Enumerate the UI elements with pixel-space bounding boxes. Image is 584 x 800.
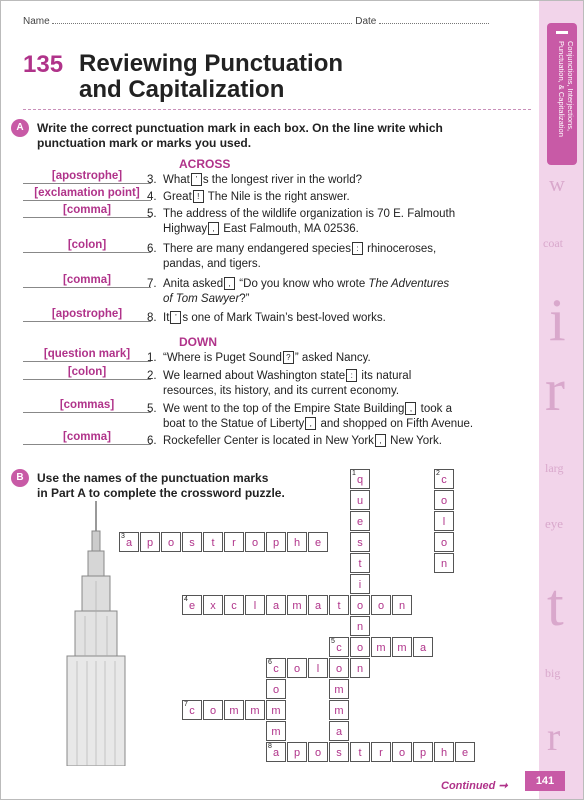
cell-letter: c	[336, 642, 342, 654]
cell-letter: h	[293, 537, 301, 549]
cell-letter: m	[397, 642, 407, 654]
answer-line[interactable]: [exclamation point]	[23, 186, 151, 201]
part-b-badge: B	[11, 469, 29, 487]
cell-letter: u	[356, 495, 364, 507]
item-text: took a	[417, 403, 452, 415]
crossword-cell[interactable]	[224, 595, 244, 615]
deco-word: r	[547, 714, 561, 759]
item-text: boat to the Statue of Liberty	[163, 418, 305, 430]
date-field[interactable]	[379, 15, 489, 24]
crossword-cell[interactable]	[287, 742, 307, 762]
clue-number: 5	[331, 638, 335, 645]
item-text: Great	[163, 191, 192, 203]
crossword-cell[interactable]	[182, 700, 202, 720]
crossword-cell[interactable]	[413, 742, 433, 762]
crossword-cell[interactable]	[266, 742, 286, 762]
part-b-instructions	[37, 471, 337, 501]
answer-line[interactable]: [comma]	[23, 430, 151, 445]
deco-word: eye	[545, 516, 564, 531]
item-text: Anita asked	[163, 278, 224, 290]
cell-letter: o	[272, 684, 280, 696]
item-text: rhinoceroses,	[363, 243, 437, 255]
crossword-cell[interactable]	[392, 637, 412, 657]
item-number: 6.	[147, 435, 157, 447]
crossword-cell[interactable]	[434, 469, 454, 489]
crossword-cell[interactable]	[371, 742, 391, 762]
crossword-cell[interactable]	[182, 595, 202, 615]
deco-word: w	[549, 171, 565, 196]
title-divider	[23, 109, 531, 110]
item-text: and shopped on Fifth Avenue.	[317, 418, 474, 430]
crossword-cell[interactable]	[329, 637, 349, 657]
cell-letter: o	[293, 663, 301, 675]
cell-letter: a	[314, 600, 322, 612]
crossword-cell[interactable]	[308, 742, 328, 762]
crossword-cell[interactable]	[266, 679, 286, 699]
date-label: Date	[355, 16, 377, 27]
punctuation-box[interactable]: ?	[283, 351, 294, 364]
cell-letter: e	[461, 747, 469, 759]
crossword-cell[interactable]	[182, 532, 202, 552]
cell-letter: n	[440, 558, 448, 570]
item-text: We learned about Washington state	[163, 370, 346, 382]
item-title-italic: The Adventures	[368, 278, 450, 290]
cell-letter: t	[211, 537, 215, 549]
cell-letter: i	[358, 579, 362, 591]
crossword-cell[interactable]	[434, 490, 454, 510]
cell-letter: t	[358, 558, 362, 570]
item-text: pandas, and tigers.	[163, 258, 261, 270]
crossword-cell[interactable]	[245, 595, 265, 615]
crossword-cell[interactable]	[266, 721, 286, 741]
crossword-cell[interactable]	[371, 595, 391, 615]
item-sentence	[147, 369, 517, 399]
title-line: and Capitalization	[79, 76, 285, 103]
item-title-italic: of Tom Sawyer	[163, 293, 240, 305]
cell-letter: a	[125, 537, 133, 549]
cell-letter: c	[231, 600, 237, 612]
cell-letter: e	[356, 516, 364, 528]
page-number: 141	[525, 771, 565, 791]
crossword-cell[interactable]	[308, 658, 328, 678]
cell-letter: o	[398, 747, 406, 759]
tab-marker	[556, 31, 568, 34]
crossword-cell[interactable]	[203, 532, 223, 552]
cell-letter: l	[442, 516, 446, 528]
crossword-cell[interactable]	[266, 658, 286, 678]
crossword-cell[interactable]	[350, 553, 370, 573]
crossword-cell[interactable]	[350, 637, 370, 657]
crossword-cell[interactable]	[266, 532, 286, 552]
cell-letter: n	[398, 600, 406, 612]
item-text: ” asked Nancy.	[294, 352, 371, 364]
crossword-cell[interactable]	[308, 595, 328, 615]
clue-number: 2	[436, 470, 440, 477]
answer-line[interactable]: [commas]	[23, 398, 151, 413]
crossword-cell[interactable]	[413, 637, 433, 657]
across-heading: ACROSS	[179, 157, 231, 171]
clue-number: 4	[184, 596, 188, 603]
punctuation-box[interactable]: !	[193, 190, 204, 203]
punctuation-box[interactable]: ,	[208, 222, 219, 235]
cell-letter: o	[356, 642, 364, 654]
cell-letter: o	[314, 747, 322, 759]
punctuation-box[interactable]: :	[352, 242, 363, 255]
crossword-cell[interactable]	[434, 511, 454, 531]
chapter-tab	[547, 23, 577, 165]
item-text: What	[163, 174, 190, 186]
item-text: “Where is Puget Sound	[163, 352, 282, 364]
crossword-cell[interactable]	[434, 532, 454, 552]
cell-letter: o	[209, 705, 217, 717]
cell-letter: o	[440, 537, 448, 549]
crossword-cell[interactable]	[434, 742, 454, 762]
item-text: “Do you know who wrote	[236, 278, 369, 290]
cell-letter: m	[292, 600, 302, 612]
crossword-cell[interactable]	[434, 553, 454, 573]
crossword-cell[interactable]	[140, 532, 160, 552]
cell-letter: m	[271, 726, 281, 738]
cell-letter: m	[334, 705, 344, 717]
instruction-line: in Part A to complete the crossword puzzle.	[37, 486, 285, 500]
crossword-cell[interactable]	[203, 700, 223, 720]
cell-letter: e	[188, 600, 196, 612]
cell-letter: o	[251, 537, 259, 549]
crossword-cell[interactable]	[329, 679, 349, 699]
cell-letter: s	[189, 537, 195, 549]
cell-letter: o	[167, 537, 175, 549]
item-text: Rockefeller Center is located in New York	[163, 435, 374, 447]
item-text: its natural	[358, 370, 412, 382]
item-text: The Nile is the right answer.	[204, 191, 350, 203]
clue-number: 6	[268, 659, 272, 666]
item-number: 1.	[147, 352, 157, 364]
item-sentence	[147, 190, 517, 205]
item-text: resources, its history, and its current economy.	[163, 385, 400, 397]
clue-number: 3	[121, 533, 125, 540]
continued-label: Continued ➞	[441, 780, 508, 792]
crossword-cell[interactable]	[350, 490, 370, 510]
item-sentence	[147, 173, 517, 188]
crossword-cell[interactable]	[329, 595, 349, 615]
cell-letter: r	[232, 537, 236, 549]
clue-number: 1	[352, 470, 356, 477]
punctuation-box[interactable]: ’	[170, 311, 181, 324]
crossword-cell[interactable]	[329, 742, 349, 762]
crossword-cell[interactable]	[350, 574, 370, 594]
crossword-cell[interactable]	[455, 742, 475, 762]
cell-letter: q	[356, 474, 364, 486]
crossword-cell[interactable]	[329, 721, 349, 741]
lesson-number: 135	[23, 51, 64, 78]
crossword-cell[interactable]	[287, 595, 307, 615]
item-sentence	[147, 351, 517, 366]
part-a-instructions: Write the correct punctuation mark in each box. On the line write which punctuation mark or marks you used.	[37, 121, 443, 150]
item-text: s one of Mark Twain’s best-loved works.	[182, 312, 386, 324]
clue-number: 8	[268, 743, 272, 750]
cell-letter: a	[335, 726, 343, 738]
deco-word: t	[547, 572, 564, 638]
name-date-line	[23, 15, 523, 27]
crossword-cell[interactable]	[224, 700, 244, 720]
answer-line[interactable]: [comma]	[23, 203, 151, 218]
item-number: 5.	[147, 403, 157, 415]
answer-line[interactable]: [comma]	[23, 273, 151, 288]
cell-letter: l	[253, 600, 257, 612]
cell-letter: p	[293, 747, 301, 759]
title-line: Reviewing Punctuation	[79, 50, 344, 77]
instruction-line: Use the names of the punctuation marks	[37, 471, 269, 485]
item-text: Highway	[163, 223, 208, 235]
cell-letter: l	[316, 663, 320, 675]
crossword-cell[interactable]	[350, 616, 370, 636]
chapter-tab-text: Conjunctions, Interjections, Punctuation, & Capitalization	[557, 41, 575, 137]
crossword-cell[interactable]	[350, 595, 370, 615]
item-text: We went to the top of the Empire State Building	[163, 403, 405, 415]
item-text: East Falmouth, MA 02536.	[220, 223, 359, 235]
cell-letter: a	[272, 747, 280, 759]
item-number: 4.	[147, 191, 157, 203]
crossword-cell[interactable]	[392, 742, 412, 762]
cell-letter: h	[440, 747, 448, 759]
punctuation-box[interactable]: ’	[191, 173, 202, 186]
sidebar-strip	[539, 1, 583, 800]
cell-letter: e	[314, 537, 322, 549]
punctuation-box[interactable]: :	[346, 369, 357, 382]
part-a-badge: A	[11, 119, 29, 137]
cell-letter: x	[210, 600, 216, 612]
answer-line[interactable]: [apostrophe]	[23, 169, 151, 184]
cell-letter: s	[336, 747, 342, 759]
crossword-cell[interactable]	[350, 742, 370, 762]
crossword-cell[interactable]	[245, 700, 265, 720]
answer-line[interactable]: [question mark]	[23, 347, 151, 362]
item-number: 8.	[147, 312, 157, 324]
down-heading: DOWN	[179, 335, 217, 349]
page-title	[79, 51, 419, 103]
name-field[interactable]	[52, 15, 352, 24]
crossword-cell[interactable]	[266, 595, 286, 615]
cell-letter: n	[356, 621, 364, 633]
cell-letter: o	[377, 600, 385, 612]
item-number: 2.	[147, 370, 157, 382]
punctuation-box[interactable]: ,	[405, 402, 416, 415]
crossword-cell[interactable]	[287, 532, 307, 552]
item-text: ?”	[239, 293, 250, 305]
item-sentence	[147, 277, 517, 307]
deco-word: i	[549, 287, 566, 353]
crossword-cell[interactable]	[350, 469, 370, 489]
cell-letter: o	[440, 495, 448, 507]
item-sentence	[147, 242, 517, 272]
item-text: s the longest river in the world?	[202, 174, 363, 186]
crossword-cell[interactable]	[287, 658, 307, 678]
crossword-cell[interactable]	[350, 511, 370, 531]
answer-line[interactable]: [apostrophe]	[23, 307, 151, 322]
punctuation-box[interactable]: ,	[305, 417, 316, 430]
item-number: 6.	[147, 243, 157, 255]
crossword-cell[interactable]	[308, 532, 328, 552]
cell-letter: c	[273, 663, 279, 675]
cell-letter: m	[334, 684, 344, 696]
crossword-cell[interactable]	[350, 532, 370, 552]
crossword-cell[interactable]	[266, 700, 286, 720]
cell-letter: c	[189, 705, 195, 717]
deco-word: r	[545, 357, 565, 423]
cell-letter: p	[419, 747, 427, 759]
cell-letter: m	[250, 705, 260, 717]
punctuation-box[interactable]: ,	[375, 434, 386, 447]
cell-letter: a	[419, 642, 427, 654]
crossword-cell[interactable]	[245, 532, 265, 552]
name-label: Name	[23, 16, 50, 27]
cell-letter: n	[356, 663, 364, 675]
cell-letter: a	[272, 600, 280, 612]
cell-letter: c	[441, 474, 447, 486]
cell-letter: t	[358, 747, 362, 759]
crossword-cell[interactable]	[161, 532, 181, 552]
crossword-cell[interactable]	[329, 658, 349, 678]
crossword-cell[interactable]	[119, 532, 139, 552]
crossword-cell[interactable]	[329, 700, 349, 720]
item-text: There are many endangered species	[163, 243, 351, 255]
deco-word: larg	[545, 461, 564, 475]
answer-line[interactable]: [colon]	[23, 238, 151, 253]
cell-letter: p	[272, 537, 280, 549]
item-text: It	[163, 312, 170, 324]
cell-letter: m	[271, 705, 281, 717]
item-number: 7.	[147, 278, 157, 290]
item-sentence	[147, 311, 517, 326]
punctuation-box[interactable]: ,	[224, 277, 235, 290]
item-sentence	[147, 207, 517, 237]
answer-line[interactable]: [colon]	[23, 365, 151, 380]
cell-letter: s	[357, 537, 363, 549]
cell-letter: r	[379, 747, 383, 759]
crossword-cell[interactable]	[392, 595, 412, 615]
cell-letter: o	[335, 663, 343, 675]
crossword-cell[interactable]	[350, 658, 370, 678]
crossword-cell[interactable]	[203, 595, 223, 615]
item-number: 3.	[147, 174, 157, 186]
cell-letter: o	[356, 600, 364, 612]
cell-letter: m	[376, 642, 386, 654]
item-text: The address of the wildlife organization is 70 E. Falmouth	[163, 208, 456, 220]
item-number: 5.	[147, 208, 157, 220]
crossword-cell[interactable]	[371, 637, 391, 657]
cell-letter: p	[146, 537, 154, 549]
deco-word: coat	[543, 236, 563, 250]
item-sentence	[147, 402, 517, 432]
cell-letter: m	[229, 705, 239, 717]
clue-number: 7	[184, 701, 188, 708]
crossword-cell[interactable]	[224, 532, 244, 552]
cell-letter: t	[337, 600, 341, 612]
deco-word: big	[545, 666, 561, 680]
item-sentence	[147, 434, 517, 449]
item-text: New York.	[386, 435, 442, 447]
